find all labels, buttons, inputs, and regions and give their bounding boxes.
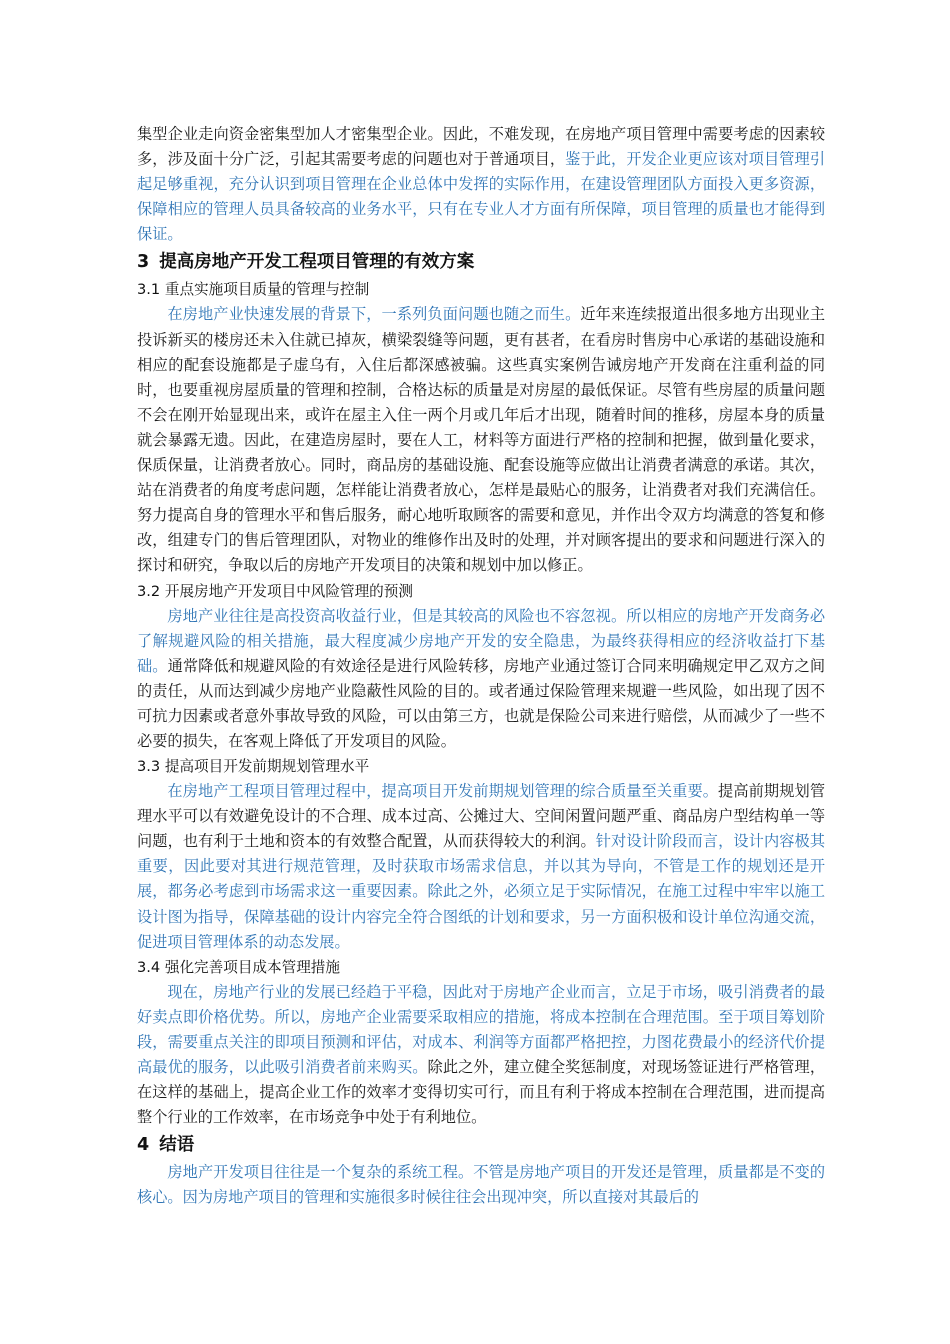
text-run: 近年来连续报道出很多地方出现业主投诉新买的楼房还未入住就已掉灰，横梁裂缝等问题，更有甚者，在看房时售房中心承诺的基础设施和相应的配套设施都是子虚乌有，入住后都深感被骗。这些真实案例告诫房地产开发商在注重利益的同时，也要重视房屋质量的管理和控制，合格达标的质量是对房屋的最低保证。尽管有些房屋的质量问题不会在刚开始显现出来，或许在屋主入住一两个月或几年后才出现，随着时间的推移，房屋本身的质量就会暴露无遗。因此，在建造房屋时，要在人工，材料等方面进行严格的控制和把握，做到量化要求，保质保量，让消费者放心。同时，商品房的基础设施、配套设施等应做出让消费者满意的承诺。其次，站在消费者的角度考虑问题，怎样能让消费者放心，怎样是最贴心的服务，让消费者对我们充满信任。努力提高自身的管理水平和售后服务，耐心地听取顾客的需要和意见，并作出令双方均满意的答复和修改，组建专门的售后管理团队，对物业的维修作出及时的处理，并对顾客提出的要求和问题进行深入的探讨和研究，争取以后的房地产开发项目的决策和规划中加以修正。 <box>137 305 826 575</box>
text-run: 除此之外，建立健全奖惩制度，对现场签证进行严格管理，在这样的基础上，提高企业工作的效率才变得切实可行，而且有利于将成本控制在合理范围，进而提高整个行业的工作效率，在市场竞争中处于有利地位。 <box>137 1058 826 1127</box>
text-run: 房地产开发项目往往是一个复杂的系统工程。不管是房地产项目的开发还是管理，质量都是不变的核心。因为房地产项目的管理和实施很多时候往往会出现冲突，所以直接对其最后的 <box>137 1163 825 1207</box>
subsection-3-2-paragraph <box>137 604 825 755</box>
text-run: 现在，房地产行业的发展已经趋于平稳，因此对于房地产企业而言，立足于市场，吸引消费者的最好卖点即价格优势。所以，房地产企业需要采取相应的措施，将成本控制在合理范围。至于项目筹划阶段，需要重点关注的即项目预测和评估，对成本、利润等方面都严格把控，力图花费最小的经济代价提高最优的服务，以此吸引消费者前来购买。 <box>137 982 825 1076</box>
subsection-3-1-heading: 3.1 重点实施项目质量的管理与控制 <box>137 281 370 299</box>
conclusion-paragraph <box>137 1160 825 1210</box>
intro-block <box>137 122 825 247</box>
text-run: 针对设计阶段而言，设计内容极其重要，因此要对其进行规范管理，及时获取市场需求信息，并以其为导向，不管是工作的规划还是开展，都务必考虑到市场需求这一重要因素。除此之外，必须立足于实际情况，在施工过程中牢牢以施工设计图为指导，保障基础的设计内容完全符合图纸的计划和要求，另一方面积极和设计单位沟通交流，促进项目管理体系的动态发展。 <box>137 832 826 951</box>
text-run: 提高前期规划管理水平可以有效避免设计的不合理、成本过高、公摊过大、空间闲置问题严重、商品房户型结构单一等问题，也有利于土地和资本的有效整合配置，从而获得较大的利润。 <box>137 782 826 851</box>
section-4-number: 4 <box>137 1135 150 1156</box>
text-run: 在房地产业快速发展的背景下，一系列负面问题也随之而生。 <box>167 305 581 324</box>
subsection-3-4-heading: 3.4 强化完善项目成本管理措施 <box>137 958 340 976</box>
text-run: 通常降低和规避风险的有效途径是进行风险转移，房地产业通过签订合同来明确规定甲乙双方之间的责任，从而达到减少房地产业隐蔽性风险的目的。或者通过保险管理来规避一些风险，如出现了因不可抗力因素或者意外事故导致的风险，可以由第三方，也就是保险公司来进行赔偿，从而减少了一些不必要的损失，在客观上降低了开发项目的风险。 <box>137 656 826 750</box>
subsection-3-3-heading: 3.3 提高项目开发前期规划管理水平 <box>137 758 370 776</box>
subsection-3-4-paragraph <box>137 980 825 1131</box>
text-run: 集型企业走向资金密集型加人才密集型企业。因此，不难发现，在房地产项目管理中需要考虑的因素较多，涉及面十分广泛，引起其需要考虑的问题也对于普通项目， <box>137 125 825 169</box>
section-3-heading <box>137 247 825 277</box>
section-4-title: 结语 <box>159 1135 195 1156</box>
subsection-3-2-heading: 3.2 开展房地产开发项目中风险管理的预测 <box>137 582 413 600</box>
document-page <box>137 122 825 1210</box>
subsection-3-3-paragraph <box>137 779 825 955</box>
text-run: 在房地产工程项目管理过程中，提高项目开发前期规划管理的综合质量至关重要。 <box>167 782 719 801</box>
intro-paragraph <box>137 122 825 247</box>
section-4-heading <box>137 1130 825 1160</box>
subsection-3-1-paragraph <box>137 302 825 578</box>
section-3-number: 3 <box>137 252 150 273</box>
text-run: 房地产业往往是高投资高收益行业，但是其较高的风险也不容忽视。所以相应的房地产开发商务必了解规避风险的相关措施，最大程度减少房地产开发的安全隐患，为最终获得相应的经济收益打下基础。 <box>137 606 825 675</box>
section-3-title: 提高房地产开发工程项目管理的有效方案 <box>159 252 475 273</box>
text-run: 鉴于此，开发企业更应该对项目管理引起足够重视，充分认识到项目管理在企业总体中发挥的实际作用，在建设管理团队方面投入更多资源，保障相应的管理人员具备较高的业务水平，只有在专业人才方面有所保障，项目管理的质量也才能得到保证。 <box>137 150 826 244</box>
